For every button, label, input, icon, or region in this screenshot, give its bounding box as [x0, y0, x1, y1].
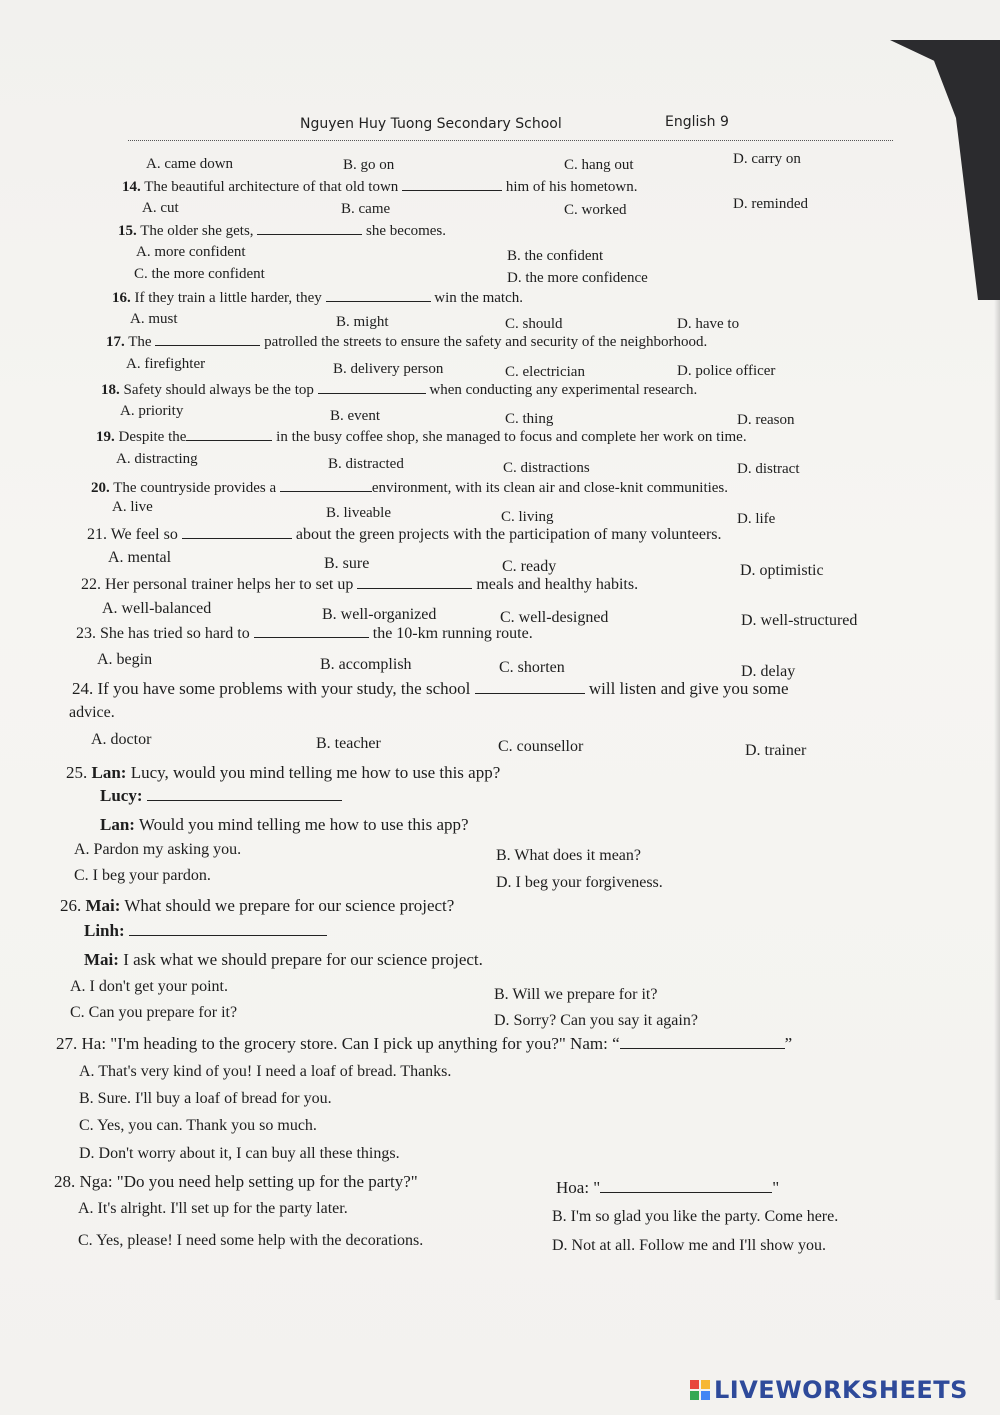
q16-blank[interactable] [326, 289, 431, 302]
q20-option-c: C. living [501, 509, 554, 525]
q26-option-b: B. Will we prepare for it? [494, 986, 658, 1003]
q17-option-d: D. police officer [677, 363, 776, 379]
q26-mai-repeat: Mai: I ask what we should prepare for our science project. [84, 950, 483, 969]
liveworksheets-icon [690, 1380, 710, 1400]
q24-blank[interactable] [475, 681, 585, 694]
q13-option-d: D. carry on [733, 151, 801, 167]
question-19: 19. Despite the in the busy coffee shop, she managed to focus and complete her work on time. [96, 429, 747, 445]
q28-hoa-line: Hoa: " " [556, 1178, 780, 1197]
q13-option-a: A. came down [146, 156, 234, 172]
q13-option-b: B. go on [343, 157, 395, 173]
q19-blank[interactable] [186, 428, 272, 441]
q26-option-a: A. I don't get your point. [70, 978, 228, 995]
q16-option-d: D. have to [677, 316, 740, 332]
q14-option-d: D. reminded [733, 196, 808, 212]
q15-option-b: B. the confident [507, 248, 604, 264]
q23-blank[interactable] [254, 625, 369, 638]
q19-option-b: B. distracted [328, 456, 404, 472]
q26-option-d: D. Sorry? Can you say it again? [494, 1012, 698, 1029]
question-15: 15. The older she gets, she becomes. [118, 223, 447, 239]
q17-option-a: A. firefighter [126, 356, 206, 372]
q28-option-b: B. I'm so glad you like the party. Come here. [552, 1208, 839, 1225]
q23-option-b: B. accomplish [320, 656, 412, 673]
q25-option-b: B. What does it mean? [496, 847, 641, 864]
q20-option-a: A. live [112, 499, 153, 515]
q27-option-c: C. Yes, you can. Thank you so much. [79, 1117, 317, 1134]
question-25: 25. Lan: Lucy, would you mind telling me how to use this app? [66, 763, 501, 782]
q22-blank[interactable] [357, 576, 472, 589]
page-edge-shadow [994, 300, 1000, 1300]
q22-option-b: B. well-organized [322, 606, 437, 623]
q18-blank[interactable] [318, 381, 426, 394]
q23-option-c: C. shorten [499, 659, 565, 676]
question-28: 28. Nga: "Do you need help setting up for the party?" [54, 1172, 418, 1191]
q21-option-c: C. ready [502, 558, 557, 575]
q24-stem-line2: advice. [69, 704, 115, 721]
q14-blank[interactable] [402, 178, 502, 191]
q23-option-d: D. delay [741, 663, 796, 680]
q25-lan-repeat: Lan: Would you mind telling me how to use this app? [100, 815, 469, 834]
q28-option-c: C. Yes, please! I need some help with the decorations. [78, 1232, 424, 1249]
q25-option-a: A. Pardon my asking you. [74, 841, 242, 858]
q26-linh-line: Linh: [84, 921, 327, 941]
q16-option-a: A. must [130, 311, 178, 327]
question-16: 16. If they train a little harder, they win the match. [112, 290, 523, 306]
q28-blank[interactable] [600, 1180, 772, 1193]
question-14: 14. The beautiful architecture of that old town him of his hometown. [122, 179, 638, 195]
q19-option-a: A. distracting [116, 451, 198, 467]
q24-option-c: C. counsellor [498, 738, 584, 755]
question-20: 20. The countryside provides a environment, with its clean air and close-knit communities. [91, 480, 729, 496]
school-name: Nguyen Huy Tuong Secondary School [300, 116, 562, 132]
q16-option-b: B. might [336, 314, 389, 330]
question-26: 26. Mai: What should we prepare for our science project? [60, 896, 455, 915]
q15-option-c: C. the more confident [134, 266, 265, 282]
q14-option-c: C. worked [564, 202, 627, 218]
q27-option-b: B. Sure. I'll buy a loaf of bread for you. [79, 1090, 332, 1107]
q20-option-b: B. liveable [326, 505, 391, 521]
q19-option-c: C. distractions [503, 460, 590, 476]
subject-title: English 9 [665, 114, 729, 130]
liveworksheets-wordmark: LIVEWORKSHEETS [714, 1376, 968, 1404]
q25-lucy-line: Lucy: [100, 786, 342, 806]
q20-option-d: D. life [737, 511, 776, 527]
q18-option-c: C. thing [505, 411, 554, 427]
question-23: 23. She has tried so hard to the 10-km running route. [76, 625, 533, 642]
q21-blank[interactable] [182, 526, 292, 539]
question-18: 18. Safety should always be the top when conducting any experimental research. [101, 382, 698, 398]
q18-option-a: A. priority [120, 403, 184, 419]
question-17: 17. The patrolled the streets to ensure the safety and security of the neighborhood. [106, 334, 708, 350]
q26-blank[interactable] [129, 923, 327, 936]
q27-option-d: D. Don't worry about it, I can buy all these things. [79, 1145, 400, 1162]
q25-option-c: C. I beg your pardon. [74, 867, 211, 884]
q15-blank[interactable] [257, 222, 362, 235]
question-24: 24. If you have some problems with your study, the school will listen and give you some [72, 679, 789, 698]
q22-option-a: A. well-balanced [102, 600, 212, 617]
question-22: 22. Her personal trainer helps her to set up meals and healthy habits. [81, 576, 639, 593]
q15-option-d: D. the more confidence [507, 270, 648, 286]
q22-option-c: C. well-designed [500, 609, 609, 626]
q25-blank[interactable] [147, 788, 342, 801]
q24-option-d: D. trainer [745, 742, 807, 759]
q22-option-d: D. well-structured [741, 612, 858, 629]
q17-blank[interactable] [155, 333, 260, 346]
q14-option-a: A. cut [142, 200, 179, 216]
q16-option-c: C. should [505, 316, 563, 332]
question-21: 21. We feel so about the green projects with the participation of many volunteers. [87, 526, 722, 543]
liveworksheets-logo [690, 1376, 968, 1404]
q28-option-d: D. Not at all. Follow me and I'll show you. [552, 1237, 826, 1254]
q13-option-c: C. hang out [564, 157, 634, 173]
q27-blank[interactable] [620, 1036, 785, 1049]
q21-option-d: D. optimistic [740, 562, 824, 579]
q21-option-a: A. mental [108, 549, 172, 566]
q25-option-d: D. I beg your forgiveness. [496, 874, 663, 891]
q21-option-b: B. sure [324, 555, 370, 572]
q17-option-b: B. delivery person [333, 361, 444, 377]
q19-option-d: D. distract [737, 461, 800, 477]
q23-option-a: A. begin [97, 651, 153, 668]
q26-option-c: C. Can you prepare for it? [70, 1004, 238, 1021]
q24-option-b: B. teacher [316, 735, 381, 752]
q27-option-a: A. That's very kind of you! I need a loaf of bread. Thanks. [79, 1063, 452, 1080]
q24-option-a: A. doctor [91, 731, 152, 748]
q18-option-d: D. reason [737, 412, 795, 428]
q17-option-c: C. electrician [505, 364, 585, 380]
question-27: 27. Ha: "I'm heading to the grocery store. Can I pick up anything for you?" Nam: “ ” [56, 1034, 793, 1053]
q28-option-a: A. It's alright. I'll set up for the party later. [78, 1200, 348, 1217]
q18-option-b: B. event [330, 408, 380, 424]
q14-option-b: B. came [341, 201, 391, 217]
q20-blank[interactable] [280, 479, 372, 492]
q15-option-a: A. more confident [136, 244, 246, 260]
header-divider [128, 140, 893, 141]
